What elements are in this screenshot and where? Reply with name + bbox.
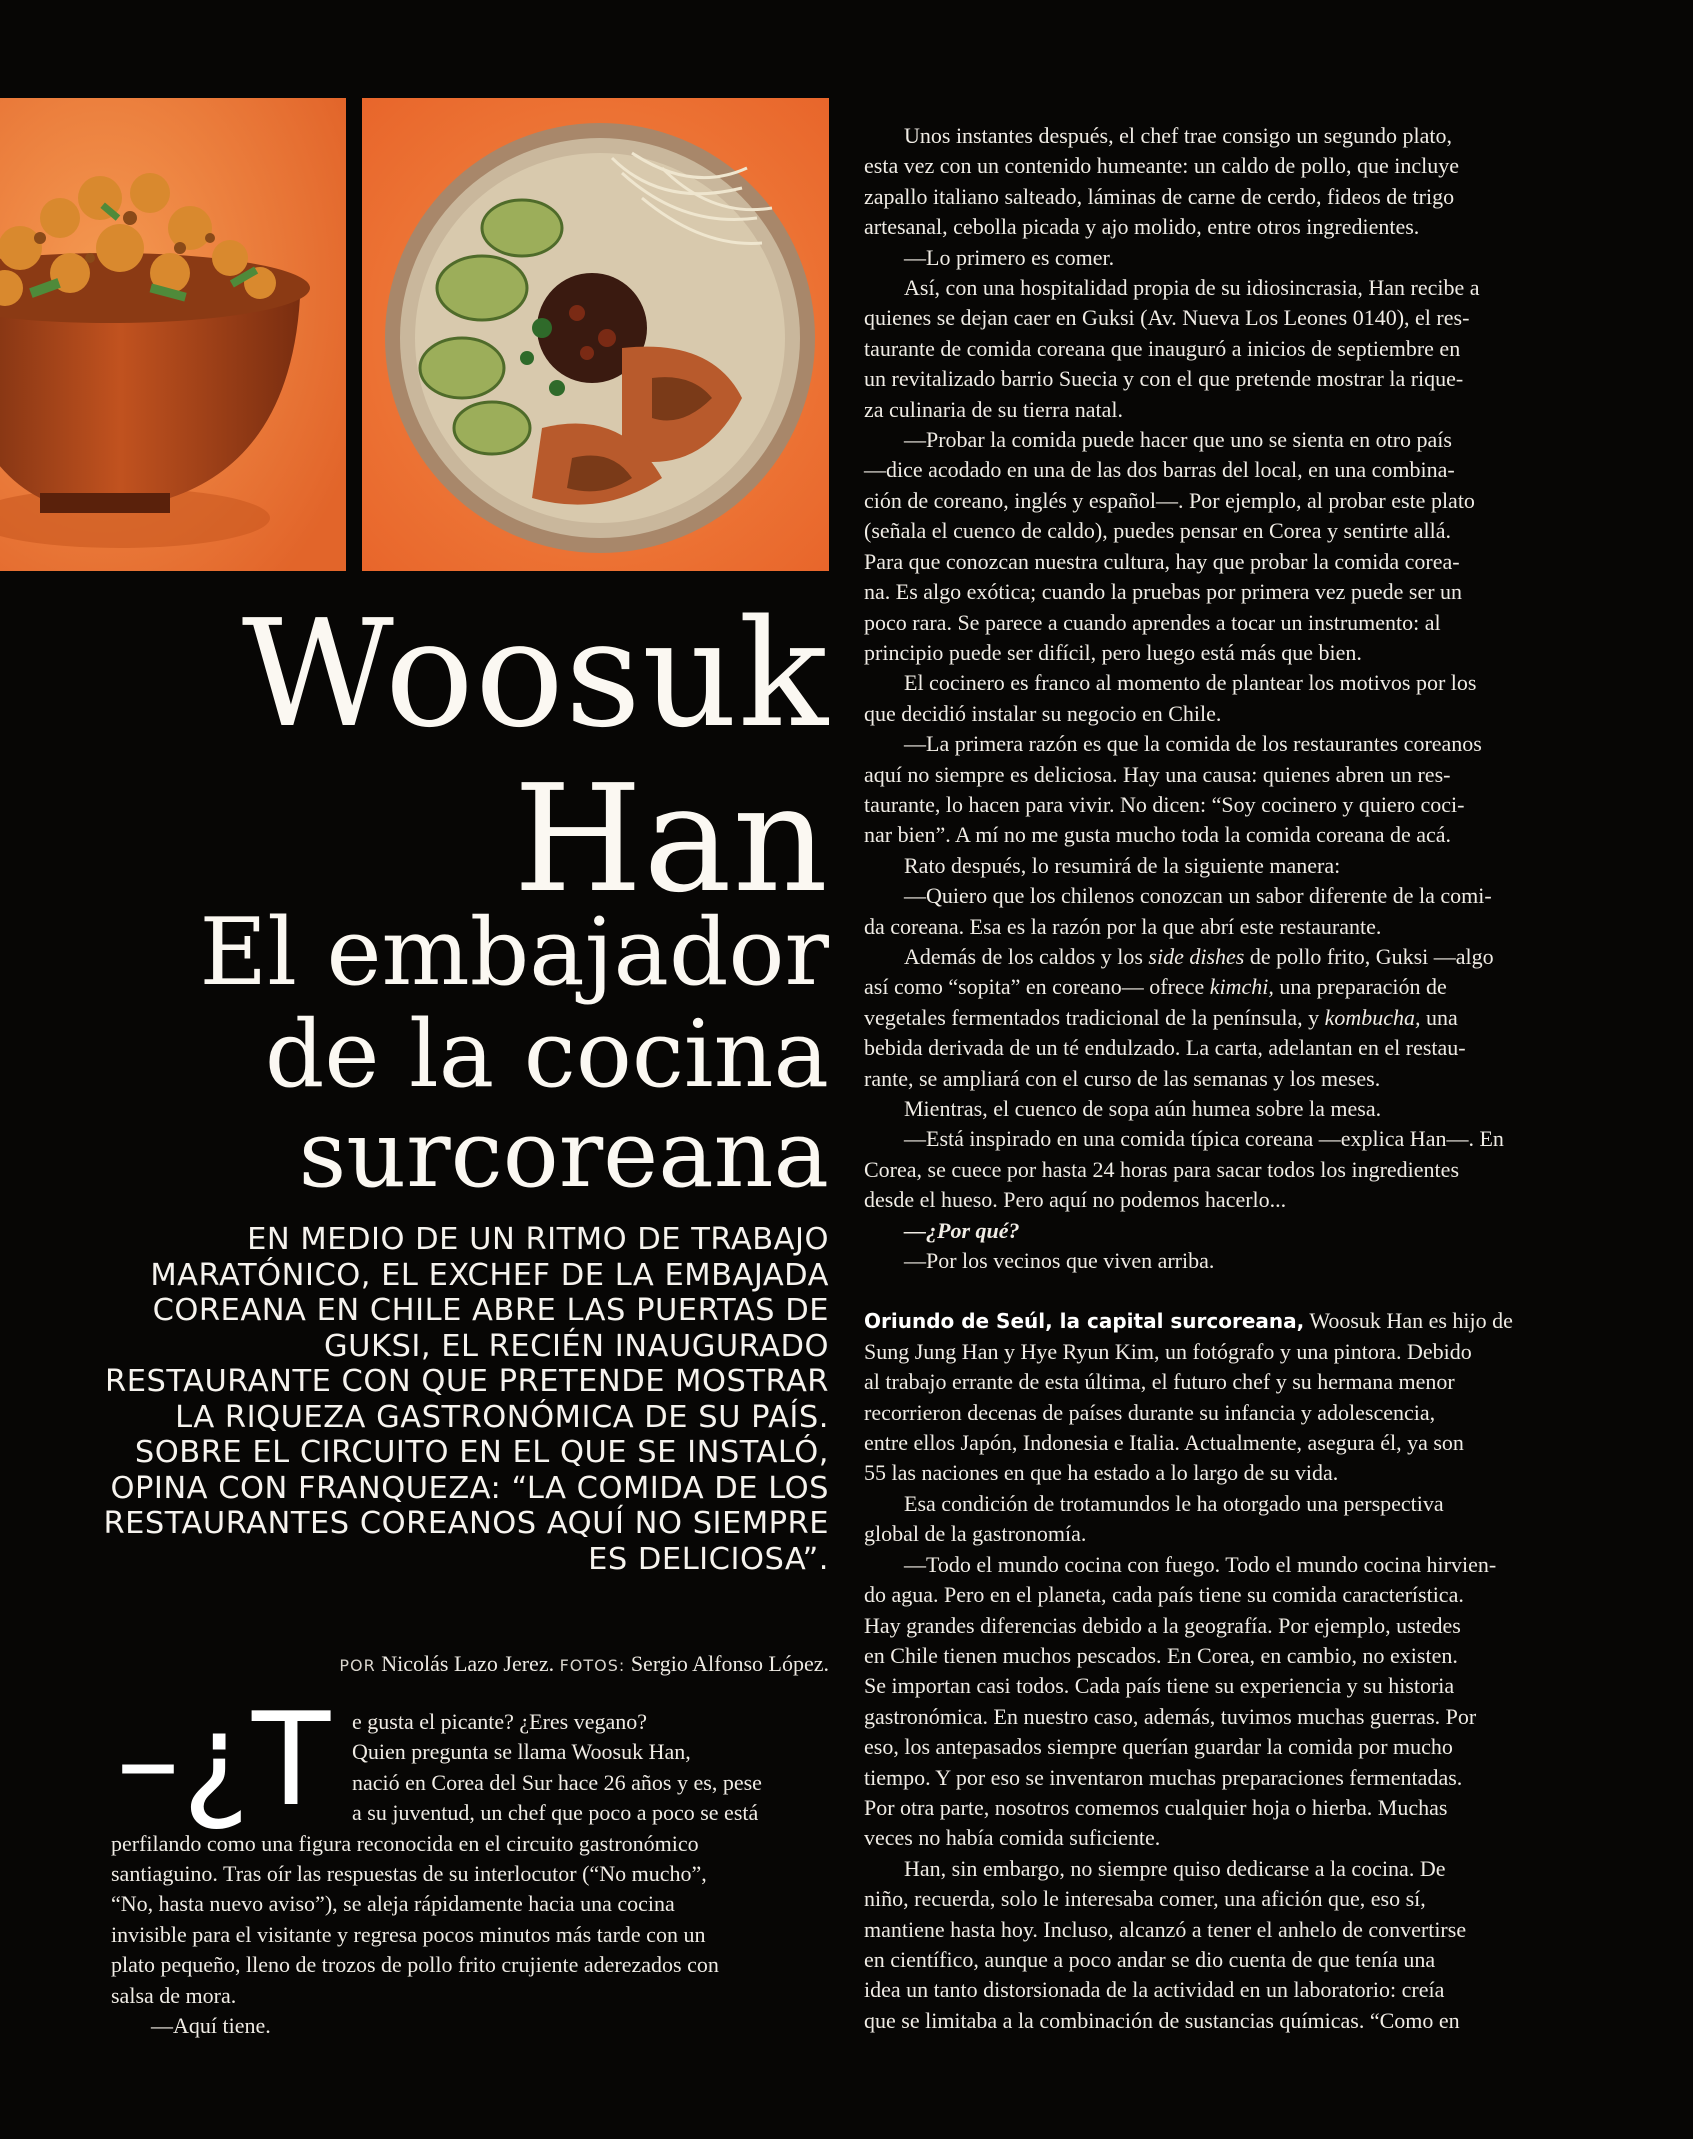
- body-line: desde el hueso. Pero aquí no podemos hacerlo...: [864, 1187, 1287, 1213]
- body-line: en Chile tienen muchos pescados. En Corea, en cambio, no existen.: [864, 1642, 1458, 1668]
- photos-label: FOTOS:: [559, 1656, 626, 1675]
- headline-name-last: Han: [513, 753, 829, 925]
- byline-label: POR: [339, 1656, 376, 1675]
- body-line: Se importan casi todos. Cada país tiene su experiencia y su historia: [864, 1673, 1455, 1699]
- body-line: Para que conozcan nuestra cultura, hay que probar la comida corea-: [864, 548, 1460, 574]
- body-line: El cocinero es franco al momento de plantear los motivos por los: [904, 670, 1477, 696]
- body-line: Corea, se cuece por hasta 24 horas para sacar todos los ingredientes: [864, 1156, 1459, 1182]
- body-line: recorrieron decenas de países durante su infancia y adolescencia,: [864, 1399, 1436, 1425]
- text-run: de pollo frito, Guksi —algo: [1244, 943, 1494, 969]
- body-line: que decidió instalar su negocio en Chile.: [864, 700, 1222, 726]
- body-line: taurante de comida coreana que inauguró a inicios de septiembre en: [864, 335, 1461, 361]
- body-line: do agua. Pero en el planeta, cada país tiene su comida característica.: [864, 1582, 1464, 1608]
- body-line: [864, 1306, 1584, 1336]
- body-line: [864, 972, 1584, 1002]
- noodle-soup-bowl-photo: [362, 98, 829, 571]
- body-line: Quien pregunta se llama Woosuk Han,: [352, 1739, 691, 1765]
- body-line: entre ellos Japón, Indonesia e Italia. Actualmente, asegura él, ya son: [864, 1430, 1464, 1456]
- body-line: taurante, lo hacen para vivir. No dicen: “Soy cocinero y quiero coci-: [864, 791, 1465, 817]
- body-line: —La primera razón es que la comida de los restaurantes coreanos: [904, 731, 1482, 757]
- body-line: perfilando como una figura reconocida en el circuito gastronómico: [111, 1830, 699, 1856]
- text-run: Además de los caldos y los: [904, 943, 1149, 969]
- body-line: idea un tanto distorsionada de la actividad en un laboratorio: creía: [864, 1977, 1445, 2003]
- text-run: una preparación de: [1273, 974, 1447, 1000]
- body-line: Rato después, lo resumirá de la siguiente manera:: [904, 852, 1341, 878]
- body-line: niño, recuerda, solo le interesaba comer, una afición que, eso sí,: [864, 1886, 1426, 1912]
- body-line: quienes se dejan caer en Guksi (Av. Nueva Los Leones 0140), el res-: [864, 305, 1470, 331]
- text-run: Woosuk Han es hijo de: [1304, 1308, 1513, 1334]
- body-line: global de la gastronomía.: [864, 1521, 1087, 1547]
- body-line: nació en Corea del Sur hace 26 años y es, pese: [352, 1769, 762, 1795]
- text-run: vegetales fermentados tradicional de la península, y: [864, 1004, 1325, 1030]
- body-line: aquí no siempre es deliciosa. Hay una causa: quienes abren un res-: [864, 761, 1451, 787]
- body-line: gastronómica. En nuestro caso, además, tuvimos muchas guerras. Por: [864, 1703, 1477, 1729]
- body-line: —Todo el mundo cocina con fuego. Todo el mundo cocina hirvien-: [904, 1551, 1497, 1577]
- fried-chicken-bowl-photo: [0, 98, 346, 571]
- body-line: Han, sin embargo, no siempre quiso dedicarse a la cocina. De: [904, 1855, 1446, 1881]
- body-line: Por otra parte, nosotros comemos cualquier hoja o hierba. Muchas: [864, 1794, 1448, 1820]
- body-line: Unos instantes después, el chef trae consigo un segundo plato,: [904, 123, 1453, 148]
- body-line: —Está inspirado en una comida típica coreana —explica Han—. En: [904, 1126, 1504, 1152]
- body-line: tiempo. Y por eso se inventaron muchas preparaciones fermentadas.: [864, 1764, 1463, 1790]
- right-column-body: [864, 121, 1584, 2036]
- body-line: 55 las naciones en que ha estado a lo largo de su vida.: [864, 1460, 1339, 1486]
- drop-cap: –¿T: [116, 1686, 333, 1835]
- body-line: —Aquí tiene.: [151, 2013, 271, 2039]
- section-break: [864, 1276, 1584, 1306]
- body-line: na. Es algo exótica; cuando la pruebas por primera vez puede ser un: [864, 579, 1463, 605]
- body-line: [864, 942, 1584, 972]
- italic-term: kimchi,: [1209, 974, 1274, 1000]
- body-line: —Quiero que los chilenos conozcan un sabor diferente de la comi-: [904, 883, 1492, 909]
- body-line: “No, hasta nuevo aviso”), se aleja rápidamente hacia una cocina: [111, 1891, 675, 1917]
- body-line: [864, 1003, 1584, 1033]
- byline: [339, 1651, 829, 1677]
- body-line: za culinaria de su tierra natal.: [864, 396, 1123, 422]
- body-line: Así, con una hospitalidad propia de su idiosincrasia, Han recibe a: [904, 275, 1480, 301]
- body-line: a su juventud, un chef que poco a poco se está: [352, 1800, 759, 1826]
- section-lead-in: Oriundo de Seúl, la capital surcoreana,: [864, 1309, 1305, 1334]
- body-line: mantiene hasta hoy. Incluso, alcanzó a tener el anhelo de convertirse: [864, 1916, 1467, 1942]
- headline-subtitle-line-3: surcoreana: [298, 1100, 829, 1208]
- body-line: —Por los vecinos que viven arriba.: [904, 1248, 1215, 1274]
- headline-subtitle-line-2: de la cocina: [264, 1000, 829, 1108]
- body-line: invisible para el visitante y regresa pocos minutos más tarde con un: [111, 1921, 706, 1947]
- body-line: en científico, aunque a poco andar se dio cuenta de que tenía una: [864, 1946, 1436, 1972]
- body-line: —Lo primero es comer.: [904, 244, 1115, 270]
- text-run: así como “sopita” en coreano— ofrece: [864, 974, 1210, 1000]
- body-line: e gusta el picante? ¿Eres vegano?: [352, 1709, 648, 1734]
- body-line: Sung Jung Han y Hye Ryun Kim, un fotógrafo y una pintora. Debido: [864, 1338, 1472, 1364]
- body-line: poco rara. Se parece a cuando aprendes a tocar un instrumento: al: [864, 609, 1441, 635]
- body-line: bebida derivada de un té endulzado. La carta, adelantan en el restau-: [864, 1035, 1466, 1061]
- body-line: zapallo italiano salteado, láminas de carne de cerdo, fideos de trigo: [864, 183, 1455, 209]
- body-line: artesanal, cebolla picada y ajo molido, entre otros ingredientes.: [864, 214, 1420, 240]
- photographer-name: Sergio Alfonso López.: [630, 1651, 829, 1676]
- interviewer-question: —¿Por qué?: [904, 1217, 1020, 1243]
- author-name: Nicolás Lazo Jerez.: [381, 1651, 555, 1676]
- body-line: santiaguino. Tras oír las respuestas de su interlocutor (“No mucho”,: [111, 1861, 707, 1887]
- body-line: esta vez con un contenido humeante: un caldo de pollo, que incluye: [864, 153, 1460, 179]
- body-line: (señala el cuenco de caldo), puedes pensar en Corea y sentirte allá.: [864, 518, 1452, 544]
- body-line: veces no había comida suficiente.: [864, 1825, 1161, 1851]
- body-line: plato pequeño, lleno de trozos de pollo frito crujiente aderezados con: [111, 1952, 719, 1978]
- body-line: Esa condición de trotamundos le ha otorgado una perspectiva: [904, 1490, 1444, 1516]
- body-line: ción de coreano, inglés y español—. Por ejemplo, al probar este plato: [864, 487, 1475, 513]
- body-line: eso, los antepasados siempre querían guardar la comida por mucho: [864, 1734, 1453, 1760]
- headline-name-first: Woosuk: [241, 588, 829, 760]
- body-line: —dice acodado en una de las dos barras del local, en una combina-: [864, 457, 1455, 483]
- body-line: que se limitaba a la combinación de sustancias químicas. “Como en: [864, 2007, 1460, 2033]
- headline-subtitle-line-1: El embajador: [199, 898, 829, 1006]
- article-deck: EN MEDIO DE UN RITMO DE TRABAJO MARATÓNICO, EL EXCHEF DE LA EMBAJADA COREANA EN CHILE ABRE LAS PUERTAS DE GUKSI, EL RECIÉN INAUGURADO RESTAURANTE CON QUE PRETENDE MOSTRAR LA RIQUEZA GASTRONÓMICA DE SU PAÍS. SOBRE EL CIRCUITO EN EL QUE SE INSTALÓ, OPINA CON FRANQUEZA: “LA COMIDA DE LOS RESTAURANTES COREANOS AQUÍ NO SIEMPRE ES DELICIOSA”.: [103, 1222, 829, 1577]
- body-line: un revitalizado barrio Suecia y con el que pretende mostrar la rique-: [864, 366, 1464, 392]
- body-line: —Probar la comida puede hacer que uno se sienta en otro país: [904, 427, 1452, 453]
- body-line: salsa de mora.: [111, 1982, 237, 2008]
- body-line: Mientras, el cuenco de sopa aún humea sobre la mesa.: [904, 1096, 1382, 1121]
- body-line: al trabajo errante de esta última, el futuro chef y su hermana menor: [864, 1369, 1455, 1395]
- left-column-body: [111, 1707, 831, 2041]
- body-line: rante, se ampliará con el curso de las semanas y los meses.: [864, 1065, 1381, 1091]
- italic-term: side dishes: [1148, 943, 1245, 969]
- text-run: una: [1420, 1004, 1458, 1030]
- body-line: principio puede ser difícil, pero luego está más que bien.: [864, 639, 1362, 665]
- body-line: Hay grandes diferencias debido a la geografía. Por ejemplo, ustedes: [864, 1612, 1461, 1638]
- body-line: nar bien”. A mí no me gusta mucho toda la comida coreana de acá.: [864, 822, 1452, 848]
- italic-term: kombucha,: [1324, 1004, 1421, 1030]
- body-line: da coreana. Esa es la razón por la que abrí este restaurante.: [864, 913, 1382, 939]
